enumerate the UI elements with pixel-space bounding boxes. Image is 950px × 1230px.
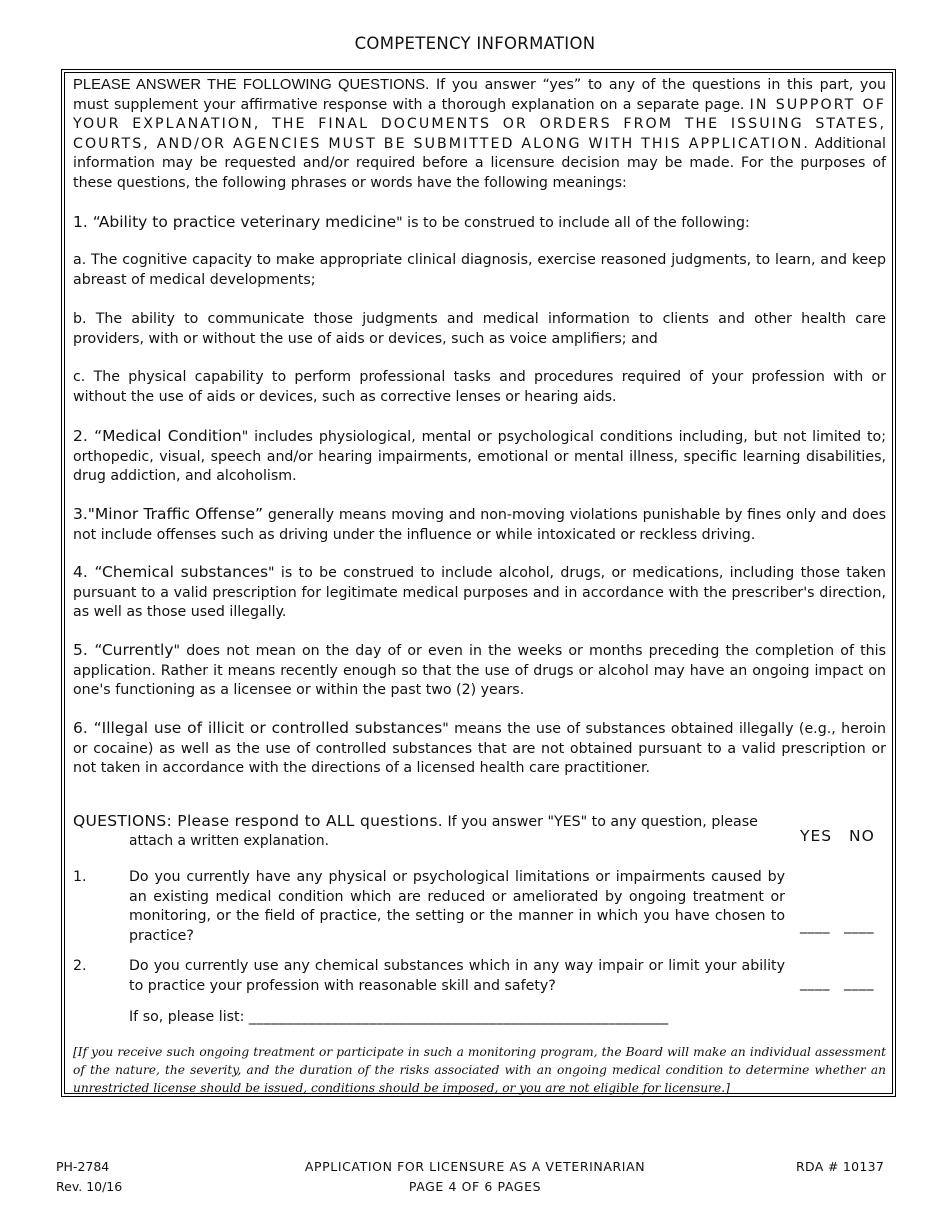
definition-6 <box>73 719 886 779</box>
definition-2-text: " includes physiological, mental or psychological conditions including, but not limited to; orthopedic, visual, speech and/or hearing impairments, emotional or mental illness, specific learning disabilities, drug addiction, and alcoholism. <box>73 429 886 484</box>
definition-3-term: 3."Minor Traffic Offense” <box>73 505 264 523</box>
question-1-yes-field[interactable]: ____ <box>800 918 830 934</box>
board-note: [If you receive such ongoing treatment or participate in such a monitoring program, the Board will make an individual assessment of the nature, the severity, and the duration of the risks associated with an ongoing medical condition to determine whether an unrestricted license should be issued, conditions should be imposed, or you are not eligible for licensure.] <box>73 1045 886 1095</box>
question-2-text: Do you currently use any chemical substances which in any way impair or limit your ability to practice your profession with reasonable skill and safety? <box>129 958 785 994</box>
question-1 <box>73 868 785 946</box>
intro-text-1: If you answer “yes” to any of the questions in this part, you must supplement your affirmative response with a thorough explanation on a separate page. <box>73 77 886 113</box>
application-title: APPLICATION FOR LICENSURE AS A VETERINARIAN <box>304 1159 646 1174</box>
form-number: PH-2784 <box>56 1159 110 1174</box>
form-frame-inner <box>64 72 893 1094</box>
revision-date: Rev. 10/16 <box>56 1179 123 1194</box>
questions-instruction: If you answer "YES" to any question, please <box>442 814 758 830</box>
definition-1a <box>73 251 886 290</box>
definition-6-term: 6. “Illegal use of illicit or controlled substances <box>73 719 443 737</box>
no-column-header: NO <box>849 827 875 845</box>
question-1-text: Do you currently have any physical or psychological limitations or impairments caused by an existing medical condition which are reduced or ameliorated by ongoing treatment or monitoring, or the field of practice, the setting or the manner in which you have chosen to practice? <box>129 869 785 944</box>
question-2-yes-field[interactable]: ____ <box>800 975 830 991</box>
intro-lead: PLEASE ANSWER THE FOLLOWING QUESTIONS. <box>73 77 430 93</box>
question-1-number: 1. <box>73 869 87 885</box>
yes-column-header: YES <box>800 827 833 845</box>
questions-label: QUESTIONS: Please respond to ALL questions. <box>73 812 443 830</box>
question-2-no-field[interactable]: ____ <box>844 975 874 991</box>
intro-text-2: Additional information may be requested and/or required before a licensure decision may be made. For the purposes of these questions, the following phrases or words have the following meanings: <box>73 135 886 191</box>
definition-1-text: " is to be construed to include all of the following: <box>396 215 750 231</box>
questions-header <box>73 812 785 851</box>
substance-list-field[interactable]: ________________________________________________________ <box>248 1009 669 1025</box>
definition-4 <box>73 563 886 623</box>
definition-1b <box>73 310 886 349</box>
definition-1b-text: b. The ability to communicate those judgments and medical information to clients and other health care providers, with or without the use of aids or devices, such as voice amplifiers; and <box>73 311 886 347</box>
definition-1 <box>73 213 886 234</box>
intro-paragraph <box>73 76 886 193</box>
definition-2 <box>73 427 886 487</box>
question-2-number: 2. <box>73 958 87 974</box>
rda-number: RDA # 10137 <box>796 1159 885 1174</box>
footer-right <box>796 1157 884 1177</box>
question-2 <box>73 957 785 996</box>
substance-list <box>129 1009 669 1025</box>
definition-1c <box>73 368 886 407</box>
definition-2-term: 2. “Medical Condition <box>73 427 242 445</box>
definition-5-term: 5. “Currently <box>73 641 174 659</box>
questions-instruction-2: attach a written explanation. <box>129 833 329 849</box>
definition-3-text: generally means moving and non-moving violations punishable by fines only and does not include offenses such as driving under the influence or while intoxicated or reckless driving. <box>73 507 886 543</box>
definition-1-term: 1. “Ability to practice veterinary medicine <box>73 213 397 231</box>
definition-6-text: " means the use of substances obtained illegally (e.g., heroin or cocaine) as well as the use of controlled substances that are not obtained pursuant to a valid prescription or not taken in accordance with the directions of a licensed health care practitioner. <box>73 721 886 776</box>
intro-caps: IN SUPPORT OF YOUR EXPLANATION, THE FINAL DOCUMENTS OR ORDERS FROM THE ISSUING STATES, COURTS, AND/OR AGENCIES MUST BE SUBMITTED ALONG WITH THIS APPLICATION. <box>73 96 886 152</box>
page-number: PAGE 4 OF 6 PAGES <box>408 1179 542 1194</box>
definition-1a-text: a. The cognitive capacity to make appropriate clinical diagnosis, exercise reasoned judgments, to learn, and keep abreast of medical developments; <box>73 252 886 288</box>
question-1-no-field[interactable]: ____ <box>844 918 874 934</box>
definition-5 <box>73 641 886 701</box>
page-title: COMPETENCY INFORMATION <box>354 34 596 53</box>
substance-list-label: If so, please list: <box>129 1009 249 1025</box>
definition-5-text: " does not mean on the day of or even in the weeks or months preceding the completion of this application. Rather it means recently enough so that the use of drugs or alcohol may have an ongoing impact on one's functioning as a licensee or within the past two (2) years. <box>73 643 887 698</box>
definition-3 <box>73 505 886 545</box>
form-frame <box>61 69 896 1097</box>
definition-1c-text: c. The physical capability to perform professional tasks and procedures required of your profession with or without the use of aids or devices, such as corrective lenses or hearing aids. <box>73 369 886 405</box>
definition-4-text: " is to be construed to include alcohol, drugs, or medications, including those taken pursuant to a valid prescription for legitimate medical purposes and in accordance with the prescriber's direction, as well as those used illegally. <box>73 565 886 620</box>
definition-4-term: 4. “Chemical substances <box>73 563 269 581</box>
